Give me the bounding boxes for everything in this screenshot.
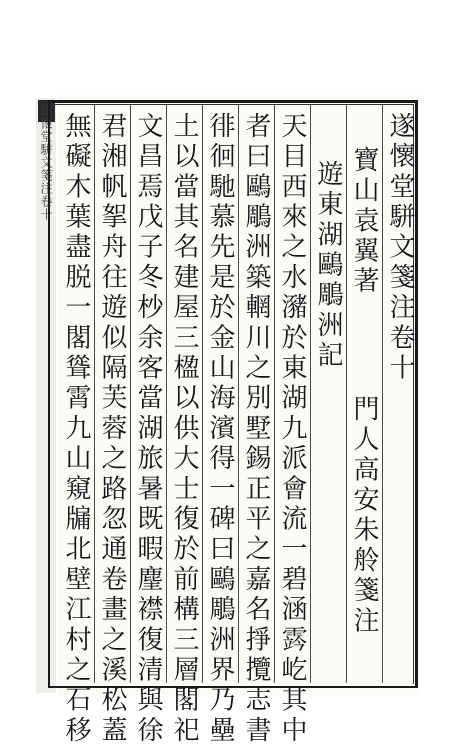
column-rule: [310, 105, 311, 683]
column-rule: [202, 105, 203, 683]
text-column: 無礙木葉盡脱一閣聳霄九山窺牖北壁江村之石移: [61, 112, 91, 747]
volume-title: 遂懷堂駢文箋注卷十: [385, 112, 415, 384]
column-rule: [166, 105, 167, 683]
column-rule: [238, 105, 239, 683]
column-rule: [382, 105, 383, 683]
text-column: 君湘帆挐舟往遊似隔芙蓉之路忽通卷畫之溪松蓋: [97, 112, 127, 747]
text-column: 土以當其名建屋三楹以供大士復於前構三層閣祀: [169, 112, 199, 747]
annotator-line: 門人高安朱舲箋注: [349, 395, 379, 637]
column-rule: [274, 105, 275, 683]
text-column: 天目西來之水瀦於東湖九派會流一碧涵霠屹其中: [277, 112, 307, 747]
column-rule: [346, 105, 347, 683]
text-column: 文昌焉戊子冬杪余客當湖旅暑既暇麈襟復清與徐: [133, 112, 163, 747]
essay-title: 遊東湖鷗鵰洲記: [313, 160, 343, 372]
column-rule: [130, 105, 131, 683]
text-column: 徘徊馳慕先是於金山海濱得一碑曰鷗鵰洲界乃壘: [205, 112, 235, 747]
author-line: 寶山袁翼著: [349, 146, 379, 297]
spine-title: 遂懷堂駢文箋注卷十: [39, 104, 53, 221]
column-rule: [94, 105, 95, 683]
text-column: 者曰鷗鵰洲築輞川之別墅錫正平之嘉名掙攬志書: [241, 112, 271, 747]
